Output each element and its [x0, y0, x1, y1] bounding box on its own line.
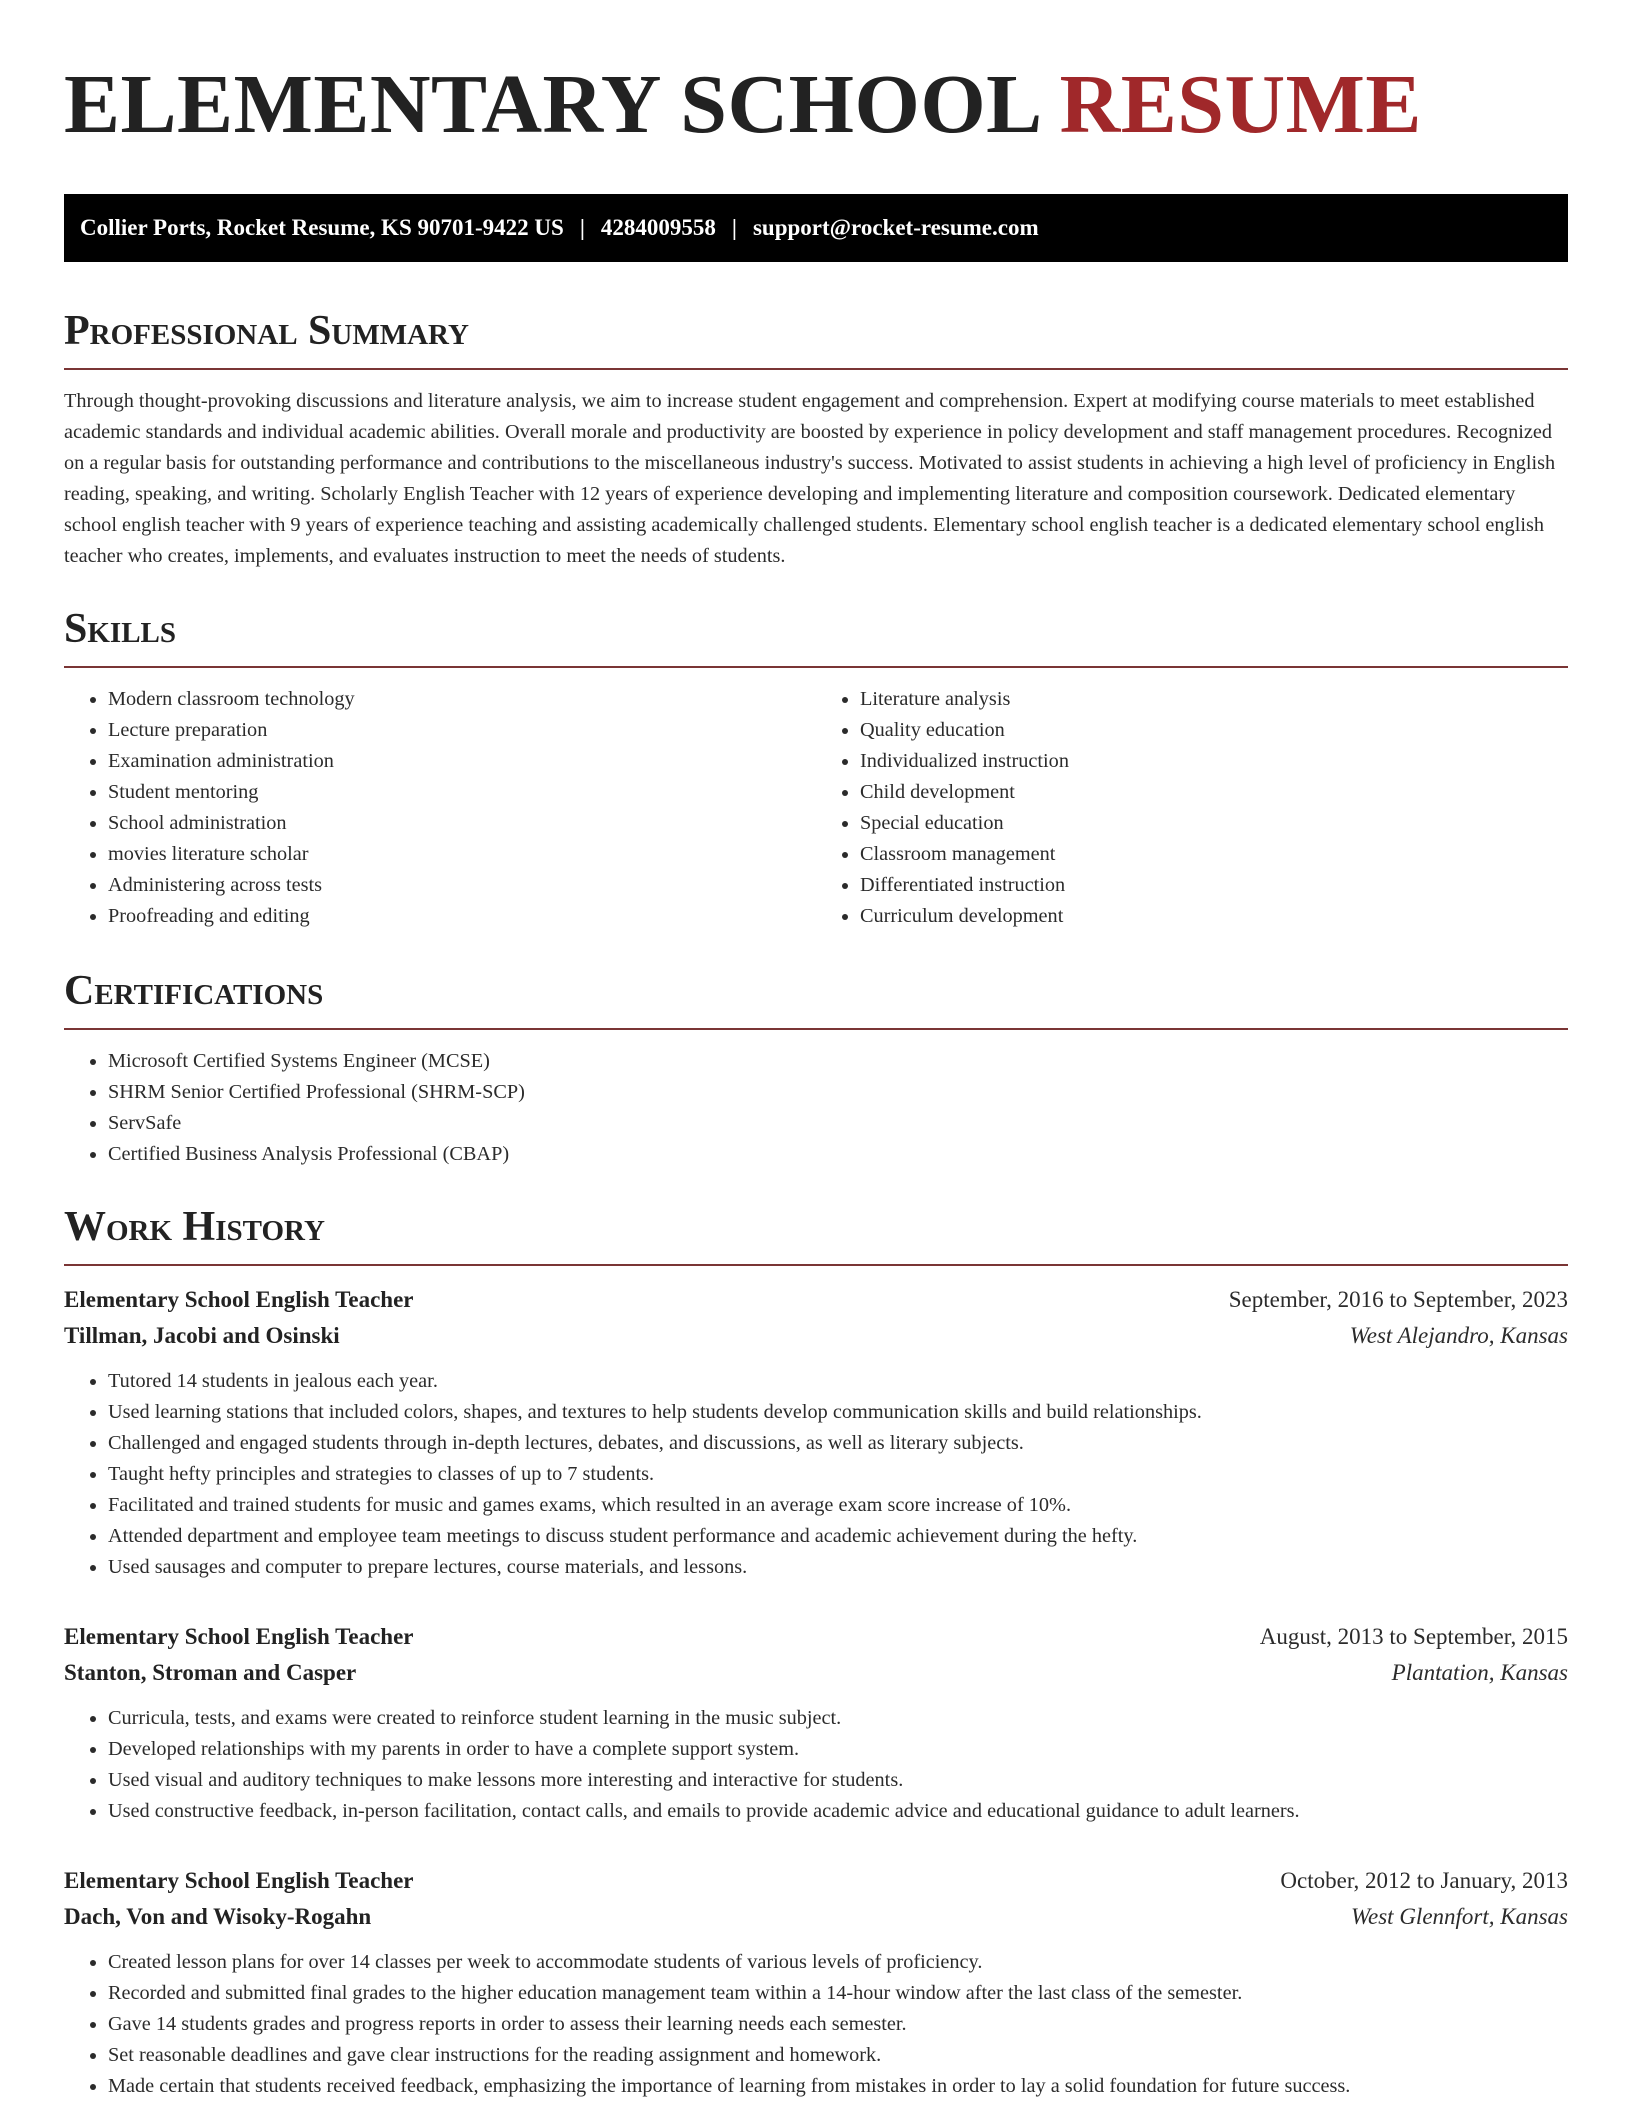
job-duty-item: • Recorded and submitted final grades to the higher education management team within a 14-hour window after the last class of the semester.: [108, 1978, 1568, 2009]
contact-bar: [64, 194, 1568, 262]
contact-email[interactable]: support@rocket-resume.com: [752, 215, 1039, 240]
skill-item: • Special education: [860, 808, 1568, 839]
skill-item: • Proofreading and editing: [108, 901, 816, 932]
contact-separator: |: [579, 215, 585, 240]
job-duty-item: • Gave 14 students grades and progress reports in order to assess their learning needs each semester.: [108, 2009, 1568, 2040]
job-location: Plantation, Kansas: [1391, 1660, 1568, 1685]
job-header-row: [64, 1863, 1568, 1899]
job-duty-item: • Facilitated and trained students for music and games exams, which resulted in an average exam score increase of 10%.: [108, 1490, 1568, 1521]
job-entry: [64, 1863, 1568, 2102]
job-company-row: [64, 1318, 1568, 1354]
certification-item: • Certified Business Analysis Professional (CBAP): [108, 1139, 1568, 1170]
skills-section: [64, 604, 1568, 932]
job-duties-list: [64, 1947, 1568, 2102]
skill-item: • Child development: [860, 777, 1568, 808]
section-heading: Professional Summary: [64, 306, 1568, 370]
job-duty-item: • Developed relationships with my parents in order to have a complete support system.: [108, 1734, 1568, 1765]
job-entry: [64, 1282, 1568, 1583]
skill-item: • Quality education: [860, 715, 1568, 746]
section-heading: Certifications: [64, 966, 1568, 1030]
job-duties-list: [64, 1703, 1568, 1827]
job-dates: October, 2012 to January, 2013: [1280, 1868, 1568, 1893]
job-duty-item: • Curricula, tests, and exams were created to reinforce student learning in the music subject.: [108, 1703, 1568, 1734]
work-history-section: [64, 1202, 1568, 2102]
job-duty-item: • Attended department and employee team meetings to discuss student performance and academic achievement during the hefty.: [108, 1521, 1568, 1552]
job-company: Stanton, Stroman and Casper: [64, 1660, 357, 1685]
skill-item: • Individualized instruction: [860, 746, 1568, 777]
job-header-row: [64, 1619, 1568, 1655]
skill-item: • Student mentoring: [108, 777, 816, 808]
certifications-section: [64, 966, 1568, 1170]
job-title: Elementary School English Teacher: [64, 1287, 414, 1312]
job-title: Elementary School English Teacher: [64, 1868, 414, 1893]
skill-item: • Examination administration: [108, 746, 816, 777]
certification-item: • ServSafe: [108, 1108, 1568, 1139]
skill-item: • Curriculum development: [860, 901, 1568, 932]
job-company: Tillman, Jacobi and Osinski: [64, 1323, 340, 1348]
job-duties-list: [64, 1366, 1568, 1583]
job-duty-item: • Taught hefty principles and strategies to classes of up to 7 students.: [108, 1459, 1568, 1490]
skill-item: • Classroom management: [860, 839, 1568, 870]
job-dates: August, 2013 to September, 2015: [1259, 1624, 1568, 1649]
job-duty-item: • Set reasonable deadlines and gave clear instructions for the reading assignment and homework.: [108, 2040, 1568, 2071]
skill-item: • Literature analysis: [860, 684, 1568, 715]
professional-summary-section: [64, 306, 1568, 572]
job-location: West Glennfort, Kansas: [1350, 1904, 1568, 1929]
contact-phone[interactable]: 4284009558: [600, 215, 716, 240]
skill-item: • Modern classroom technology: [108, 684, 816, 715]
job-duty-item: • Tutored 14 students in jealous each year.: [108, 1366, 1568, 1397]
skills-grid: [64, 684, 1568, 932]
job-entry: [64, 1619, 1568, 1827]
job-company-row: [64, 1899, 1568, 1935]
job-duty-item: • Challenged and engaged students through in-depth lectures, debates, and discussions, as well as literary subjects.: [108, 1428, 1568, 1459]
job-duty-item: • Used learning stations that included colors, shapes, and textures to help students develop communication skills and build relationships.: [108, 1397, 1568, 1428]
job-header-row: [64, 1282, 1568, 1318]
resume-title: [64, 56, 1568, 154]
section-heading: Work History: [64, 1202, 1568, 1266]
job-dates: September, 2016 to September, 2023: [1228, 1287, 1568, 1312]
contact-separator: |: [731, 215, 737, 240]
job-title: Elementary School English Teacher: [64, 1624, 414, 1649]
job-duty-item: • Made certain that students received feedback, emphasizing the importance of learning from mistakes in order to lay a solid foundation for future success.: [108, 2071, 1568, 2102]
skill-item: • Lecture preparation: [108, 715, 816, 746]
title-accent: RESUME: [1059, 58, 1422, 151]
skill-item: • School administration: [108, 808, 816, 839]
summary-text: Through thought-provoking discussions and literature analysis, we aim to increase student engagement and comprehension. Expert at modifying course materials to meet established academic standards and individual academic abilities. Overall morale and productivity are boosted by experience in policy development and staff management procedures. Recognized on a regular basis for outstanding performance and contributions to the miscellaneous industry's success. Motivated to assist students in achieving a high level of proficiency in English reading, speaking, and writing. Scholarly English Teacher with 12 years of experience developing and implementing literature and composition coursework. Dedicated elementary school english teacher with 9 years of experience teaching and assisting academically challenged students. Elementary school english teacher is a dedicated elementary school english teacher who creates, implements, and evaluates instruction to meet the needs of students.: [64, 390, 1556, 567]
certifications-list: [64, 1046, 1568, 1170]
skills-list-left: [64, 684, 816, 932]
job-company: Dach, Von and Wisoky-Rogahn: [64, 1904, 372, 1929]
skill-item: • movies literature scholar: [108, 839, 816, 870]
title-main: ELEMENTARY SCHOOL: [64, 58, 1039, 151]
job-duty-item: • Used constructive feedback, in-person facilitation, contact calls, and emails to provide academic advice and educational guidance to adult learners.: [108, 1796, 1568, 1827]
skill-item: • Differentiated instruction: [860, 870, 1568, 901]
job-duty-item: • Used sausages and computer to prepare lectures, course materials, and lessons.: [108, 1552, 1568, 1583]
job-duty-item: • Used visual and auditory techniques to make lessons more interesting and interactive for students.: [108, 1765, 1568, 1796]
job-company-row: [64, 1655, 1568, 1691]
skill-item: • Administering across tests: [108, 870, 816, 901]
section-heading: Skills: [64, 604, 1568, 668]
contact-address: Collier Ports, Rocket Resume, KS 90701-9422 US: [80, 215, 564, 240]
certification-item: • SHRM Senior Certified Professional (SHRM-SCP): [108, 1077, 1568, 1108]
job-duty-item: • Created lesson plans for over 14 classes per week to accommodate students of various levels of proficiency.: [108, 1947, 1568, 1978]
certification-item: • Microsoft Certified Systems Engineer (MCSE): [108, 1046, 1568, 1077]
job-location: West Alejandro, Kansas: [1349, 1323, 1568, 1348]
skills-list-right: [816, 684, 1568, 932]
